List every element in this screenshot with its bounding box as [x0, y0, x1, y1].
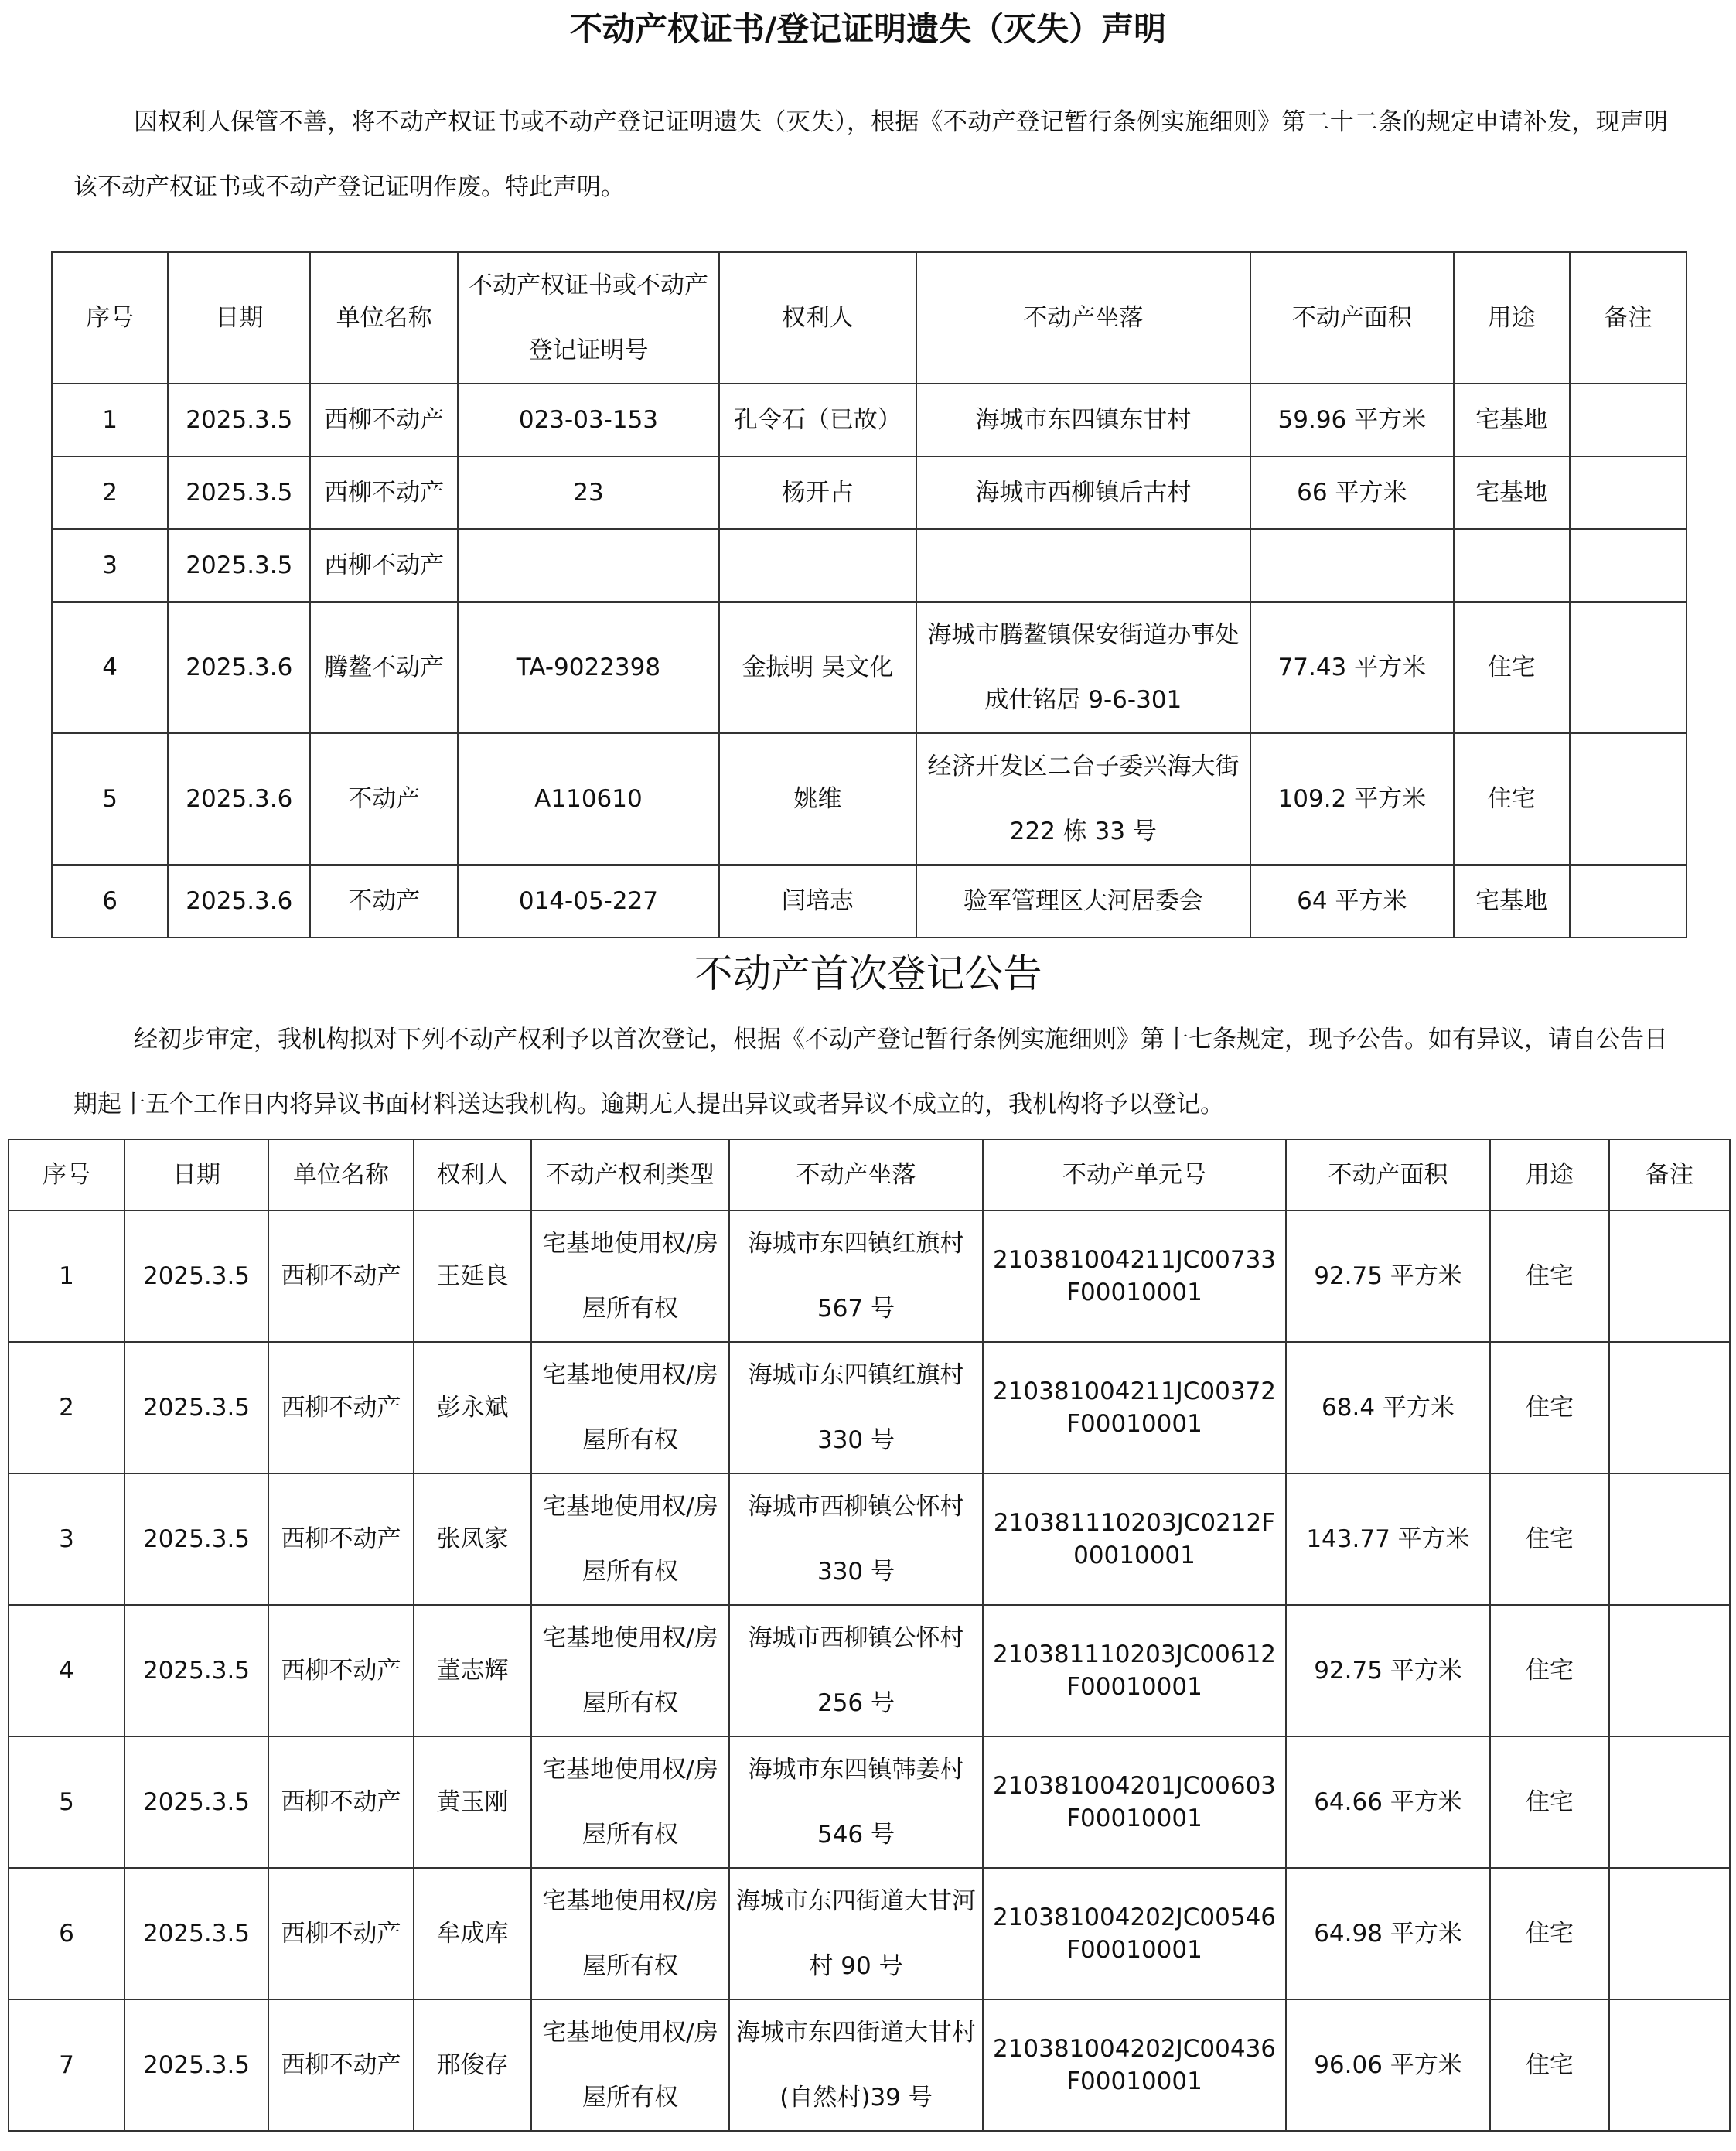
cell-date: 2025.3.6: [168, 602, 310, 733]
header-cell: 不动产坐落: [729, 1139, 983, 1210]
cell-area: 77.43 平方米: [1250, 602, 1453, 733]
cell-location: 海城市东四镇红旗村 330 号: [729, 1342, 983, 1473]
cell-area: 92.75 平方米: [1286, 1210, 1490, 1342]
cell-remark: [1609, 1473, 1730, 1605]
cell-date: 2025.3.5: [168, 456, 310, 529]
cell-unit: 西柳不动产: [310, 529, 457, 602]
cell-remark: [1609, 1736, 1730, 1868]
table-row: [9, 1605, 1730, 1736]
cell-unit: 西柳不动产: [268, 1210, 414, 1342]
cell-area: 143.77 平方米: [1286, 1473, 1490, 1605]
cell-usage: 住宅: [1490, 1342, 1609, 1473]
cell-usage: 宅基地: [1454, 865, 1570, 937]
cell-remark: [1570, 865, 1687, 937]
cell-owner: 彭永斌: [414, 1342, 531, 1473]
cell-usage: 住宅: [1490, 1868, 1609, 1999]
cell-right-type: 宅基地使用权/房屋所有权: [531, 1605, 729, 1736]
cell-usage: 住宅: [1454, 733, 1570, 865]
cell-index: 5: [52, 733, 168, 865]
cell-location: 海城市西柳镇后古村: [916, 456, 1251, 529]
cell-unit: 不动产: [310, 733, 457, 865]
cell-cert-no: 023-03-153: [458, 384, 719, 456]
cell-usage: 住宅: [1490, 1999, 1609, 2131]
cell-unit-no: 210381004211JC00733F00010001: [983, 1210, 1286, 1342]
header-cell: 不动产权证书或不动产登记证明号: [458, 252, 719, 384]
cell-remark: [1609, 1605, 1730, 1736]
header-cell: 不动产坐落: [916, 252, 1251, 384]
header-cell: 不动产面积: [1286, 1139, 1490, 1210]
cell-area: [1250, 529, 1453, 602]
cell-owner: 牟成库: [414, 1868, 531, 1999]
cell-area: 64.98 平方米: [1286, 1868, 1490, 1999]
cell-right-type: 宅基地使用权/房屋所有权: [531, 1999, 729, 2131]
cell-usage: 宅基地: [1454, 384, 1570, 456]
cell-index: 4: [52, 602, 168, 733]
table-row: [9, 1473, 1730, 1605]
cell-area: 96.06 平方米: [1286, 1999, 1490, 2131]
cell-cert-no: 014-05-227: [458, 865, 719, 937]
cell-remark: [1570, 384, 1687, 456]
cell-unit: 不动产: [310, 865, 457, 937]
cell-index: 2: [52, 456, 168, 529]
cell-right-type: 宅基地使用权/房屋所有权: [531, 1868, 729, 1999]
cell-area: 64.66 平方米: [1286, 1736, 1490, 1868]
header-cell: 用途: [1454, 252, 1570, 384]
header-cell: 不动产面积: [1250, 252, 1453, 384]
cell-owner: 杨开占: [719, 456, 916, 529]
cell-unit-no: 210381110203JC00612F00010001: [983, 1605, 1286, 1736]
cell-usage: 住宅: [1490, 1473, 1609, 1605]
cell-owner: [719, 529, 916, 602]
declaration-header-row: [52, 252, 1687, 384]
cell-unit: 西柳不动产: [310, 384, 457, 456]
cell-unit: 西柳不动产: [268, 1999, 414, 2131]
table-row: [9, 1210, 1730, 1342]
cell-date: 2025.3.6: [168, 733, 310, 865]
cell-index: 4: [9, 1605, 124, 1736]
cell-owner: 王延良: [414, 1210, 531, 1342]
cell-unit-no: 210381004211JC00372F00010001: [983, 1342, 1286, 1473]
cell-unit: 腾鳌不动产: [310, 602, 457, 733]
cell-date: 2025.3.5: [124, 1210, 268, 1342]
cell-remark: [1570, 529, 1687, 602]
announcement-table: [8, 1139, 1731, 2132]
cell-right-type: 宅基地使用权/房屋所有权: [531, 1210, 729, 1342]
cell-index: 7: [9, 1999, 124, 2131]
cell-cert-no: A110610: [458, 733, 719, 865]
cell-unit-no: 210381004201JC00603F00010001: [983, 1736, 1286, 1868]
cell-cert-no: 23: [458, 456, 719, 529]
cell-unit: 西柳不动产: [268, 1605, 414, 1736]
cell-index: 6: [9, 1868, 124, 1999]
cell-location: 验军管理区大河居委会: [916, 865, 1251, 937]
cell-owner: 邢俊存: [414, 1999, 531, 2131]
cell-remark: [1609, 1342, 1730, 1473]
declaration-title: 不动产权证书/登记证明遗失（灭失）声明: [569, 10, 1167, 48]
cell-cert-no: [458, 529, 719, 602]
cell-location: 经济开发区二台子委兴海大街 222 栋 33 号: [916, 733, 1251, 865]
cell-location: 海城市腾鳌镇保安街道办事处成仕铭居 9-6-301: [916, 602, 1251, 733]
cell-owner: 张凤家: [414, 1473, 531, 1605]
cell-area: 109.2 平方米: [1250, 733, 1453, 865]
declaration-body: 因权利人保管不善，将不动产权证书或不动产登记证明遗失（灭失），根据《不动产登记暂行条例实施细则》第二十二条的规定申请补发，现声明该不动产权证书或不动产登记证明作废。特此声明。: [73, 108, 1668, 201]
cell-date: 2025.3.5: [124, 1342, 268, 1473]
table-row: [52, 384, 1687, 456]
cell-unit-no: 210381004202JC00436F00010001: [983, 1999, 1286, 2131]
cell-owner: 孔令石（已故）: [719, 384, 916, 456]
cell-area: 64 平方米: [1250, 865, 1453, 937]
cell-date: 2025.3.5: [168, 529, 310, 602]
table-row: [52, 733, 1687, 865]
cell-remark: [1609, 1868, 1730, 1999]
table-row: [9, 1342, 1730, 1473]
cell-usage: 住宅: [1490, 1736, 1609, 1868]
cell-remark: [1570, 733, 1687, 865]
cell-cert-no: TA-9022398: [458, 602, 719, 733]
header-cell: 不动产权利类型: [531, 1139, 729, 1210]
cell-unit-no: 210381110203JC0212F00010001: [983, 1473, 1286, 1605]
cell-unit: 西柳不动产: [268, 1342, 414, 1473]
cell-unit: 西柳不动产: [268, 1736, 414, 1868]
cell-area: 68.4 平方米: [1286, 1342, 1490, 1473]
cell-area: 66 平方米: [1250, 456, 1453, 529]
header-cell: 权利人: [414, 1139, 531, 1210]
header-cell: 不动产单元号: [983, 1139, 1286, 1210]
cell-location: 海城市东四镇韩姜村 546 号: [729, 1736, 983, 1868]
cell-index: 1: [9, 1210, 124, 1342]
cell-location: 海城市东四镇东甘村: [916, 384, 1251, 456]
cell-index: 2: [9, 1342, 124, 1473]
cell-location: [916, 529, 1251, 602]
cell-remark: [1609, 1999, 1730, 2131]
header-cell: 序号: [9, 1139, 124, 1210]
table-row: [9, 1999, 1730, 2131]
cell-index: 1: [52, 384, 168, 456]
declaration-table: [51, 251, 1687, 938]
cell-unit: 西柳不动产: [310, 456, 457, 529]
cell-unit: 西柳不动产: [268, 1473, 414, 1605]
header-cell: 日期: [124, 1139, 268, 1210]
cell-remark: [1570, 456, 1687, 529]
cell-date: 2025.3.6: [168, 865, 310, 937]
cell-location: 海城市西柳镇公怀村 330 号: [729, 1473, 983, 1605]
cell-date: 2025.3.5: [124, 1605, 268, 1736]
cell-owner: 闫培志: [719, 865, 916, 937]
cell-date: 2025.3.5: [124, 1736, 268, 1868]
table-row: [52, 529, 1687, 602]
cell-date: 2025.3.5: [168, 384, 310, 456]
header-cell: 备注: [1570, 252, 1687, 384]
cell-usage: 住宅: [1490, 1605, 1609, 1736]
cell-location: 海城市东四街道大甘河村 90 号: [729, 1868, 983, 1999]
announcement-header-row: [9, 1139, 1730, 1210]
table-row: [9, 1736, 1730, 1868]
cell-right-type: 宅基地使用权/房屋所有权: [531, 1736, 729, 1868]
cell-owner: 黄玉刚: [414, 1736, 531, 1868]
cell-date: 2025.3.5: [124, 1473, 268, 1605]
cell-location: 海城市东四街道大甘村(自然村)39 号: [729, 1999, 983, 2131]
cell-usage: [1454, 529, 1570, 602]
cell-right-type: 宅基地使用权/房屋所有权: [531, 1342, 729, 1473]
cell-unit-no: 210381004202JC00546F00010001: [983, 1868, 1286, 1999]
table-row: [9, 1868, 1730, 1999]
cell-usage: 住宅: [1490, 1210, 1609, 1342]
cell-location: 海城市东四镇红旗村 567 号: [729, 1210, 983, 1342]
cell-date: 2025.3.5: [124, 1999, 268, 2131]
table-row: [52, 865, 1687, 937]
table-row: [52, 456, 1687, 529]
cell-index: 6: [52, 865, 168, 937]
header-cell: 备注: [1609, 1139, 1730, 1210]
cell-usage: 住宅: [1454, 602, 1570, 733]
header-cell: 用途: [1490, 1139, 1609, 1210]
cell-index: 3: [52, 529, 168, 602]
cell-area: 59.96 平方米: [1250, 384, 1453, 456]
header-cell: 单位名称: [310, 252, 457, 384]
cell-usage: 宅基地: [1454, 456, 1570, 529]
header-cell: 权利人: [719, 252, 916, 384]
table-row: [52, 602, 1687, 733]
header-cell: 单位名称: [268, 1139, 414, 1210]
cell-index: 5: [9, 1736, 124, 1868]
header-cell: 日期: [168, 252, 310, 384]
cell-unit: 西柳不动产: [268, 1868, 414, 1999]
cell-remark: [1609, 1210, 1730, 1342]
announcement-body: 经初步审定，我机构拟对下列不动产权利予以首次登记，根据《不动产登记暂行条例实施细则》第十七条规定，现予公告。如有异议，请自公告日期起十五个工作日内将异议书面材料送达我机构。逾期无人提出异议或者异议不成立的，我机构将予以登记。: [73, 1026, 1668, 1118]
cell-date: 2025.3.5: [124, 1868, 268, 1999]
cell-remark: [1570, 602, 1687, 733]
cell-index: 3: [9, 1473, 124, 1605]
cell-owner: 金振明 吴文化: [719, 602, 916, 733]
cell-location: 海城市西柳镇公怀村 256 号: [729, 1605, 983, 1736]
cell-owner: 董志辉: [414, 1605, 531, 1736]
header-cell: 序号: [52, 252, 168, 384]
cell-area: 92.75 平方米: [1286, 1605, 1490, 1736]
cell-owner: 姚维: [719, 733, 916, 865]
announcement-title: 不动产首次登记公告: [694, 951, 1042, 996]
cell-right-type: 宅基地使用权/房屋所有权: [531, 1473, 729, 1605]
